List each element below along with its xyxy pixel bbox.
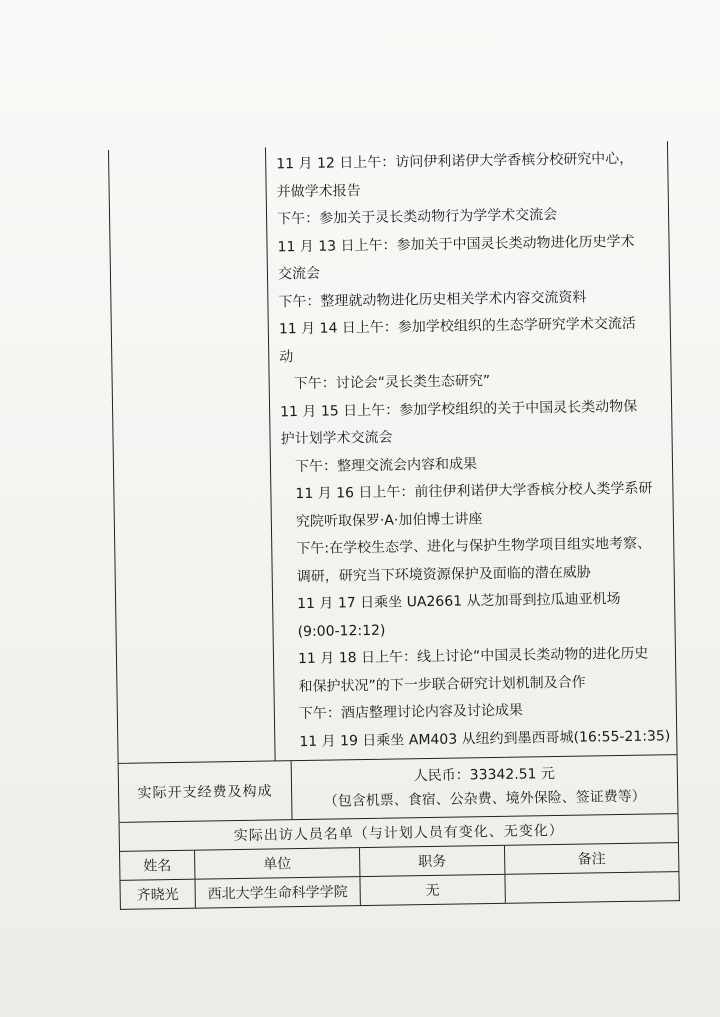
header-unit: 单位: [195, 848, 360, 879]
itinerary-line: 11 月 14 日上午：参加学校组织的生态学研究学术交流活: [278, 315, 636, 338]
itinerary-line: 11 月 15 日上午：参加学校组织的关于中国灵长类动物保: [280, 398, 638, 420]
itinerary-line: 11 月 12 日上午：访问伊利诺伊大学香槟分校研究中心，: [276, 150, 634, 173]
expense-amount: 人民币：33342.51 元: [413, 766, 556, 785]
itinerary-line: 11 月 13 日上午：参加关于中国灵长类动物进化历史学术: [277, 233, 635, 255]
itinerary-line: 究院听取保罗·A·加伯博士讲座: [295, 510, 483, 530]
itinerary-line: 11 月 18 日上午：线上讨论“中国灵长类动物的进化历史: [297, 645, 649, 668]
itinerary-line: 护计划学术交流会: [280, 429, 393, 448]
itinerary-line: 交流会: [277, 265, 321, 283]
itinerary-line: 11 月 16 日上午：前往伊利诺伊大学香槟分校人类学系研: [295, 480, 653, 503]
expense-row: [118, 754, 679, 823]
itinerary-line: 下午：整理就动物进化历史相关学术内容交流资料: [278, 289, 587, 310]
header-name: 姓名: [120, 851, 195, 880]
itinerary-label-cell: [109, 148, 276, 763]
member-role: 无: [360, 875, 505, 905]
expense-detail: （包含机票、食宿、公杂费、境外保险、签证费等）: [323, 788, 646, 810]
itinerary-line: 并做学术报告: [276, 182, 361, 200]
header-note: 备注: [577, 851, 606, 868]
document-table: [108, 141, 680, 910]
member-unit: 西北大学生命科学学院: [195, 877, 360, 908]
itinerary-line: 和保护状况”的下一步联合研究计划机制及合作: [298, 674, 586, 695]
itinerary-row: [108, 141, 678, 763]
itinerary-line: 下午：参加关于灵长类动物行为学学术交流会: [277, 206, 558, 228]
expense-cell: [292, 755, 678, 819]
itinerary-line: 调研，研究当下环境资源保护及面临的潜在威胁: [296, 563, 591, 585]
itinerary-cell: [266, 141, 677, 760]
member-note: [505, 872, 678, 903]
itinerary-line: 11 月 19 日乘坐 AM403 从纽约到墨西哥城(16:55-21:35): [299, 727, 671, 750]
itinerary-line: 下午:在学校生态学、进化与保护生物学项目组实地考察、: [296, 535, 652, 558]
header-role: 职务: [360, 846, 505, 876]
itinerary-line: 11 月 17 日乘坐 UA2661 从芝加哥到拉瓜迪亚机场: [297, 591, 621, 613]
itinerary-line: 下午：讨论会“灵长类生态研究”: [293, 373, 491, 393]
member-name: 齐晓光: [120, 880, 195, 909]
itinerary-line: 下午：整理交流会内容和成果: [294, 455, 478, 475]
members-title: 实际出访人员名单（与计划人员有变化、无变化）: [233, 822, 564, 845]
itinerary-line: 动: [279, 348, 294, 365]
itinerary-line: (9:00-12:12): [297, 622, 386, 640]
itinerary-line: 下午：酒店整理讨论内容及讨论成果: [298, 702, 524, 723]
expense-label: 实际开支经费及构成: [119, 761, 293, 822]
